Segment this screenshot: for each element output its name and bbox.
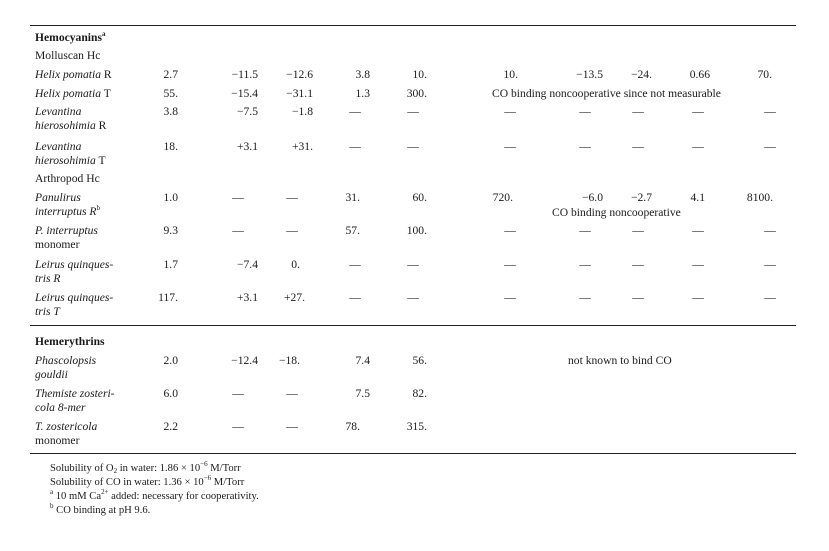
cell-c5: —: [407, 105, 419, 118]
cell-c6: —: [504, 140, 516, 153]
row-note: not known to bind CO: [568, 354, 672, 367]
row-name-line2: monomer: [35, 434, 80, 447]
cell-c9: —: [692, 105, 704, 118]
cell-c2: +3.1: [236, 291, 258, 304]
row-name: Helix pomatia T: [35, 87, 111, 100]
cell-c1: 117.: [158, 291, 178, 304]
cell-c4: 1.3: [355, 87, 370, 100]
cell-c1: 3.8: [163, 105, 178, 118]
cell-c1: 55.: [163, 87, 178, 100]
row-note: CO binding noncooperative: [552, 206, 681, 219]
cell-c5: 56.: [412, 354, 427, 367]
cell-c7: —: [579, 258, 591, 271]
cell-c8: —: [632, 258, 644, 271]
row-name-line2: hierosohimia T: [35, 154, 106, 167]
row-name-line2: tris T: [35, 305, 60, 318]
cell-c2: —: [232, 191, 244, 204]
cell-c3: +31.: [291, 140, 313, 153]
cell-c7: −13.5: [576, 68, 603, 81]
row-name-line1: Levantina: [35, 140, 82, 153]
cell-c1: 2.7: [163, 68, 178, 81]
cell-c5: —: [407, 258, 419, 271]
cell-c3: −18.: [278, 354, 300, 367]
cell-c4: 7.4: [355, 354, 370, 367]
cell-c10: 70.: [757, 68, 772, 81]
cell-c10: —: [764, 140, 776, 153]
cell-c2: +3.1: [236, 140, 258, 153]
cell-c10: 8100.: [746, 191, 773, 204]
cell-c5: 82.: [412, 387, 427, 400]
row-name-line1: Leirus quinques-: [35, 258, 114, 271]
cell-c10: —: [764, 105, 776, 118]
cell-c4: —: [349, 291, 361, 304]
cell-c10: —: [764, 258, 776, 271]
cell-c5: 300.: [406, 87, 427, 100]
cell-c3: —: [286, 387, 298, 400]
cell-c9: 4.1: [690, 191, 705, 204]
cell-c1: 2.0: [163, 354, 178, 367]
cell-c6: 10.: [503, 68, 518, 81]
footnote-b: $^b$ CO binding at pH 9.6.: [50, 502, 151, 516]
cell-c4: —: [349, 105, 361, 118]
cell-c9: —: [692, 140, 704, 153]
row-note: CO binding noncooperative since not measurable: [492, 87, 721, 100]
cell-c4: 3.8: [355, 68, 370, 81]
cell-c6: —: [504, 258, 516, 271]
cell-c3: +27.: [283, 291, 305, 304]
cell-c8: −24.: [630, 68, 652, 81]
cell-c1: 6.0: [163, 387, 178, 400]
cell-c2: −15.4: [231, 87, 258, 100]
cell-c2: —: [232, 387, 244, 400]
row-name-line1: Levantina: [35, 105, 82, 118]
cell-c9: —: [692, 258, 704, 271]
cell-c6: —: [504, 105, 516, 118]
cell-c8: —: [632, 140, 644, 153]
cell-c8: —: [632, 105, 644, 118]
cell-c5: 100.: [406, 224, 427, 237]
cell-c8: —: [632, 224, 644, 237]
bottom-rule: [30, 453, 796, 454]
cell-c3: —: [286, 191, 298, 204]
cell-c4: —: [349, 258, 361, 271]
cell-c3: 0.: [291, 258, 300, 271]
cell-c7: −6.0: [581, 191, 603, 204]
cell-c6: —: [504, 291, 516, 304]
cell-c8: —: [632, 291, 644, 304]
top-rule: [30, 25, 796, 26]
cell-c2: —: [232, 224, 244, 237]
cell-c2: −12.4: [231, 354, 258, 367]
cell-c1: 2.2: [163, 420, 178, 433]
hemerythrins-heading: Hemerythrins: [35, 335, 105, 348]
cell-c5: —: [407, 140, 419, 153]
cell-c7: —: [579, 105, 591, 118]
cell-c5: 315.: [406, 420, 427, 433]
row-name-line1: Panulirus: [35, 191, 81, 204]
row-name-line1: Phascolopsis: [35, 354, 97, 367]
cell-c4: 78.: [345, 420, 360, 433]
hemocyanins-heading: Hemocyanins$^a$: [35, 30, 106, 44]
row-name-line2: tris R: [35, 272, 61, 285]
molluscan-subheading: Molluscan Hc: [35, 49, 101, 62]
row-name: Helix pomatia R: [35, 68, 112, 81]
row-name-line1: Themiste zosteri-: [35, 387, 115, 400]
cell-c2: −7.4: [236, 258, 258, 271]
cell-c1: 1.0: [163, 191, 178, 204]
cell-c5: —: [407, 291, 419, 304]
cell-c1: 9.3: [163, 224, 178, 237]
cell-c10: —: [764, 224, 776, 237]
cell-c1: 1.7: [163, 258, 178, 271]
row-name-line2: interruptus $R^b$: [35, 204, 101, 218]
row-name-line1: Leirus quinques-: [35, 291, 114, 304]
cell-c2: −7.5: [236, 105, 258, 118]
footnote-o2-solubility: Solubility of $O_2$ in water: $1.86 \times 10^{-6}$ M/Torr: [50, 460, 241, 475]
cell-c5: 10.: [412, 68, 427, 81]
cell-c6: —: [504, 224, 516, 237]
cell-c3: —: [286, 224, 298, 237]
row-name-line1: P. interruptus: [35, 224, 98, 237]
cell-c5: 60.: [412, 191, 427, 204]
cell-c3: −1.8: [291, 105, 313, 118]
footnote-co-solubility: Solubility of CO in water: $1.36 \times 10^{-6}$ M/Torr: [50, 474, 245, 488]
row-name-line2: monomer: [35, 238, 80, 251]
cell-c1: 18.: [163, 140, 178, 153]
cell-c7: —: [579, 224, 591, 237]
footnote-a: $^a$ 10 mM $Ca^{2+}$ added: necessary for cooperativity.: [50, 488, 259, 502]
row-name-line2: hierosohimia R: [35, 119, 107, 132]
row-name-line2: gouldii: [35, 368, 68, 381]
cell-c4: 31.: [345, 191, 360, 204]
cell-c2: —: [232, 420, 244, 433]
cell-c3: −31.1: [286, 87, 313, 100]
cell-c4: 57.: [345, 224, 360, 237]
row-name-line2: cola 8-mer: [35, 401, 86, 414]
section-rule: [30, 325, 796, 326]
cell-c9: —: [692, 291, 704, 304]
cell-c7: —: [579, 140, 591, 153]
cell-c6: 720.: [492, 191, 513, 204]
cell-c9: 0.66: [689, 68, 710, 81]
cell-c10: —: [764, 291, 776, 304]
cell-c4: 7.5: [355, 387, 370, 400]
cell-c2: −11.5: [231, 68, 258, 81]
cell-c4: —: [349, 140, 361, 153]
cell-c3: —: [286, 420, 298, 433]
cell-c7: —: [579, 291, 591, 304]
cell-c9: —: [692, 224, 704, 237]
row-name-line1: T. zostericola: [35, 420, 98, 433]
arthropod-subheading: Arthropod Hc: [35, 172, 100, 185]
cell-c8: −2.7: [630, 191, 652, 204]
cell-c3: −12.6: [286, 68, 313, 81]
